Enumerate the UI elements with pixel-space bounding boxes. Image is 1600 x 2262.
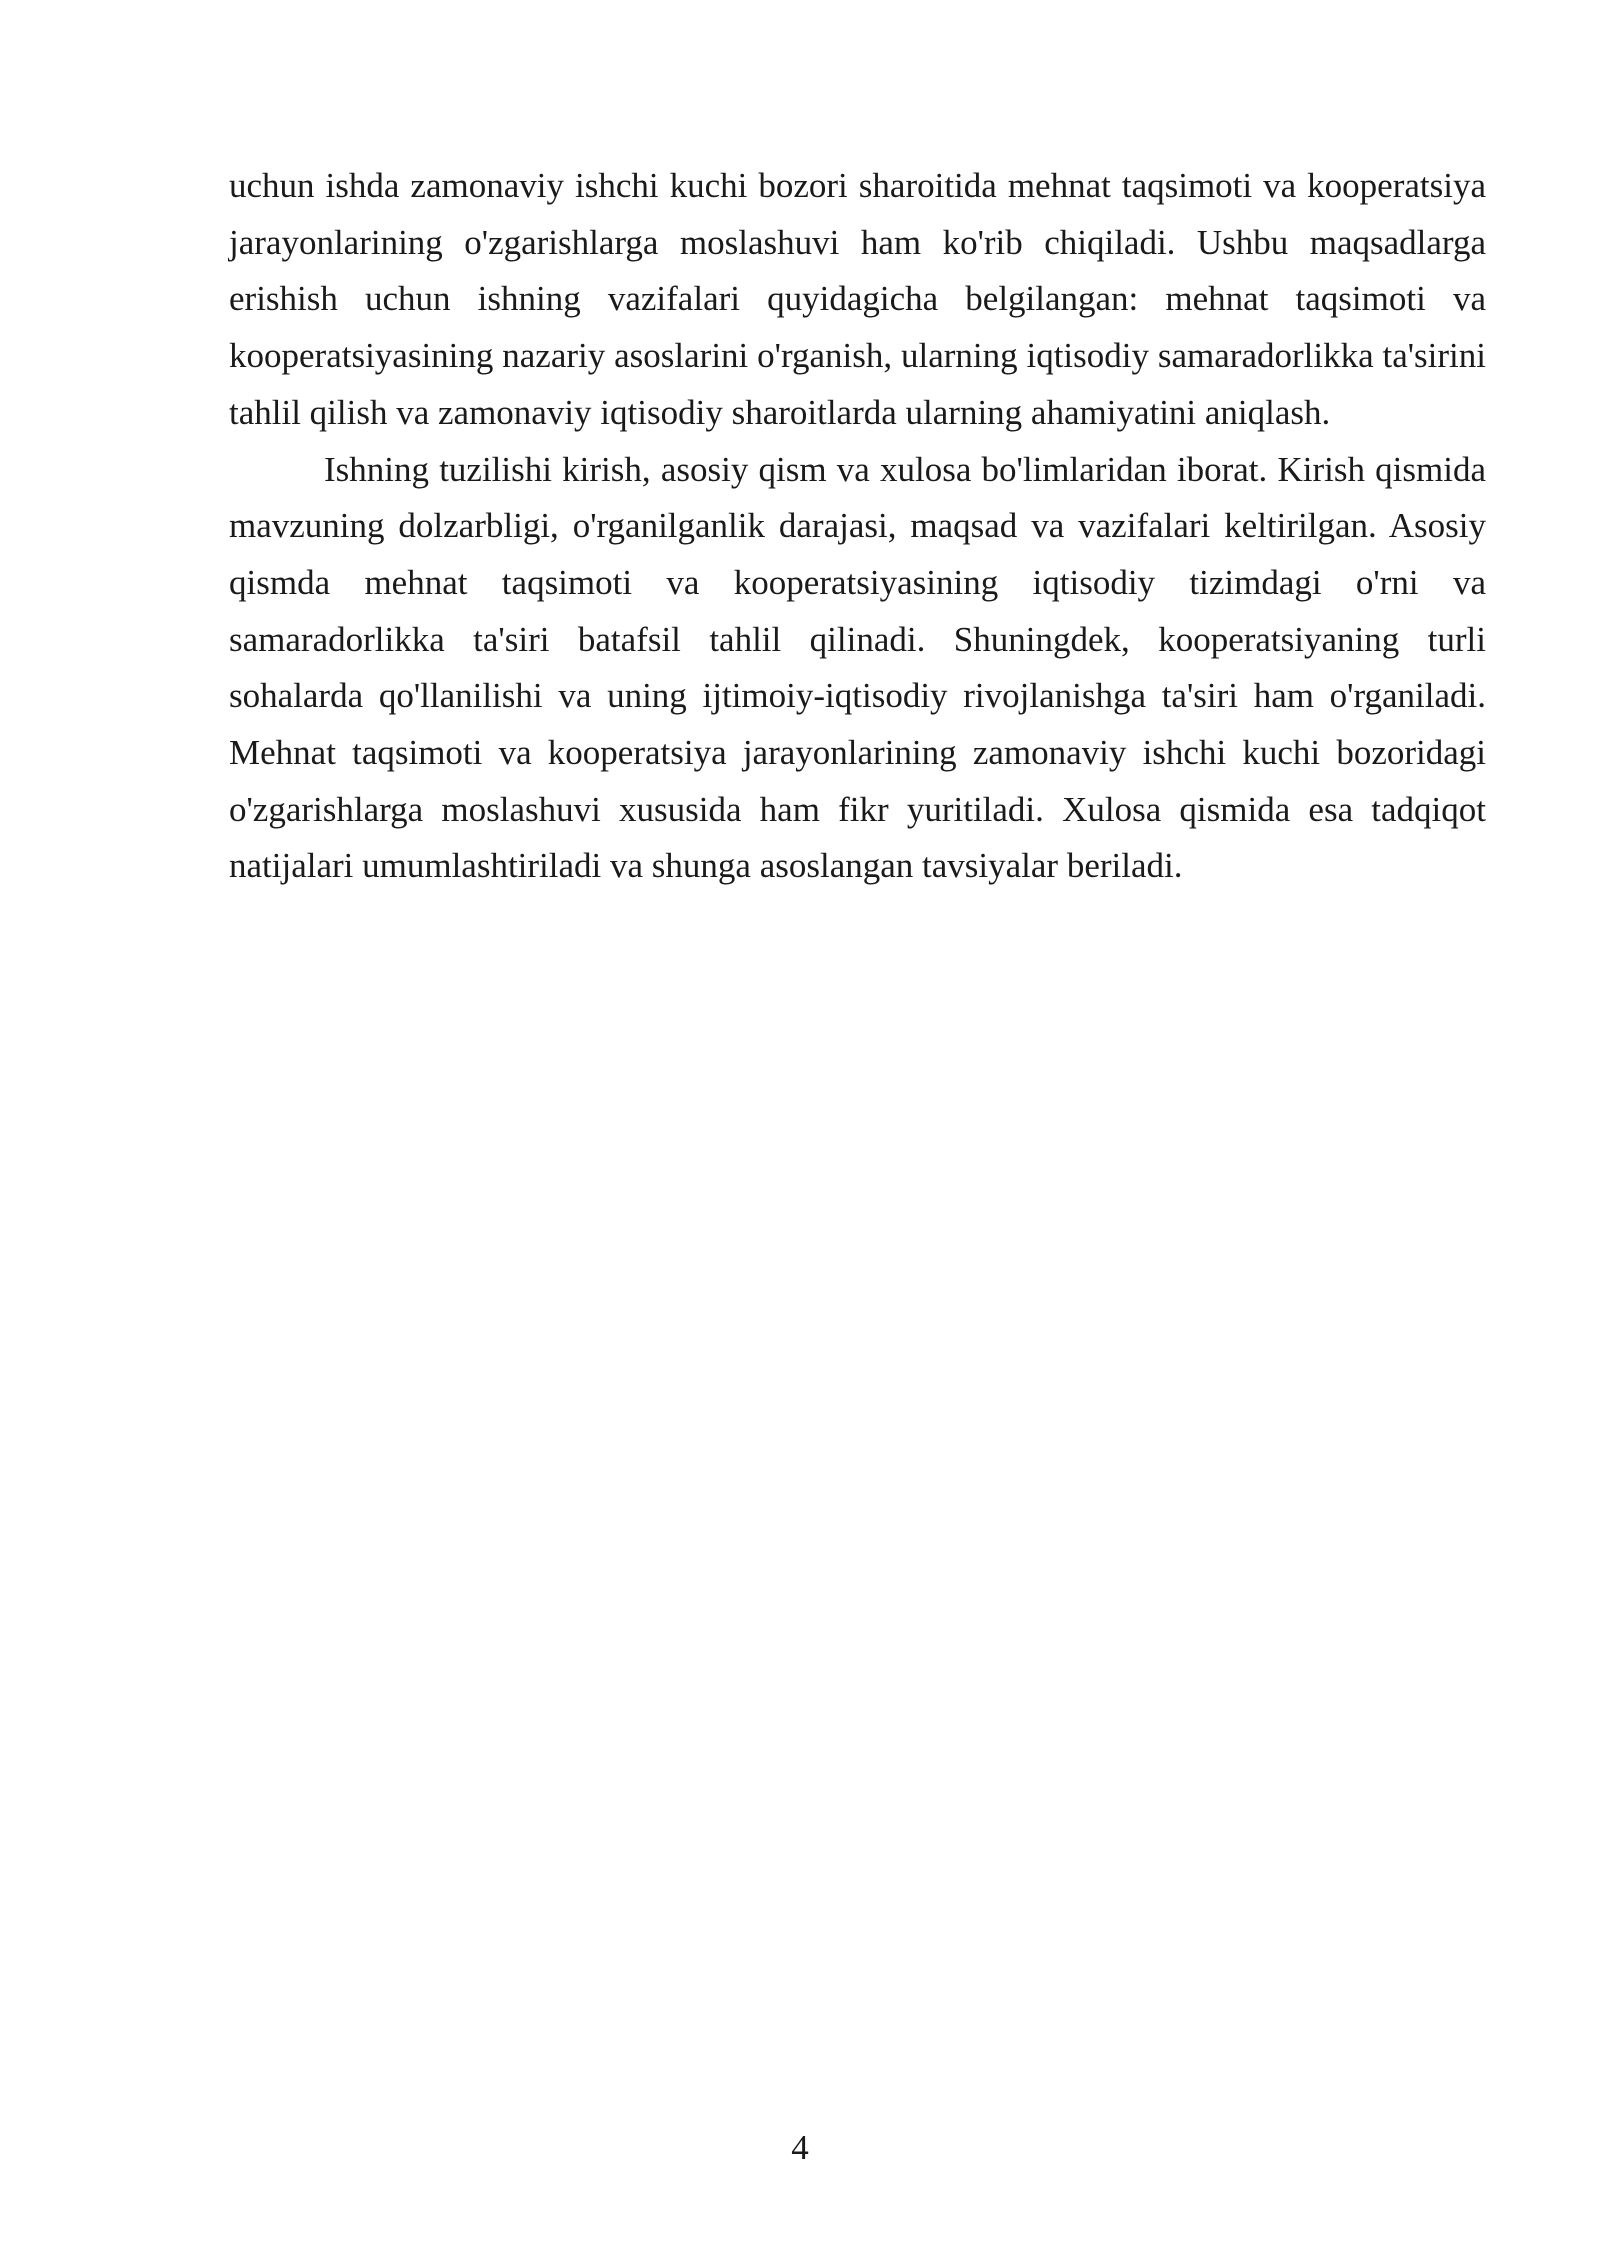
paragraph-structure: Ishning tuzilishi kirish, asosiy qism va xulosa bo'limlaridan iborat. Kirish qismida mavzuning dolzarbligi, o'rganilganlik darajasi, maqsad va vazifalari keltirilgan. Asosiy qismda mehnat taqsimoti va kooperatsiyasining iqtisodiy tizimdagi o'rni va samaradorlikka ta'siri batafsil tahlil qilinadi. Shuningdek, kooperatsiyaning turli sohalarda qo'llanilishi va uning ijtimoiy-iqtisodiy rivojlanishga ta'siri ham o'rganiladi. Mehnat taqsimoti va kooperatsiya jarayonlarining zamonaviy ishchi kuchi bozoridagi o'zgarishlarga moslashuvi xususida ham fikr yuritiladi. Xulosa qismida esa tadqiqot natijalari umumlashtiriladi va shunga asoslangan tavsiyalar beriladi. (229, 449, 1486, 886)
page-number: 4 (791, 2128, 809, 2167)
paragraph-continuation: uchun ishda zamonaviy ishchi kuchi bozori sharoitida mehnat taqsimoti va kooperatsiya jarayonlarining o'zgarishlarga moslashuvi ham ko'rib chiqiladi. Ushbu maqsadlarga erishish uchun ishning vazifalari quyidagicha belgilangan: mehnat taqsimoti va kooperatsiyasining nazariy asoslarini o'rganish, ularning iqtisodiy samaradorlikka ta'sirini tahlil qilish va zamonaviy iqtisodiy sharoitlarda ularning ahamiyatini aniqlash. (229, 166, 1486, 432)
document-body (229, 158, 1486, 895)
